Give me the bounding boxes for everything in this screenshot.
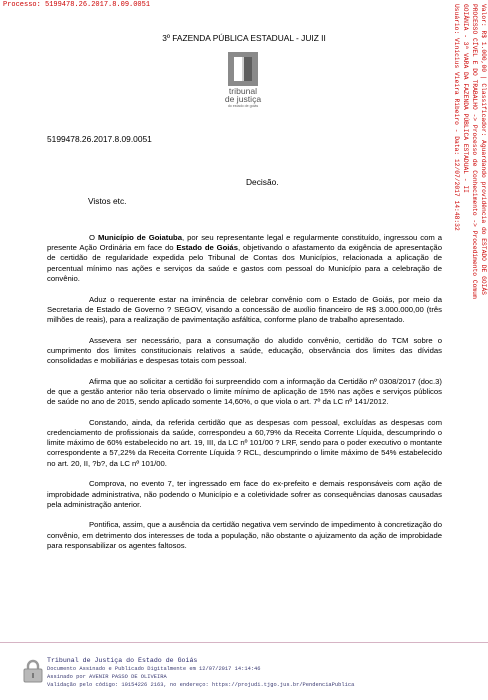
paragraph-5 bbox=[47, 418, 442, 469]
footer-signer: Assinado por AVENIR PASSO DE OLIVEIRA bbox=[47, 674, 167, 680]
logo-line-1: tribunal bbox=[228, 86, 258, 96]
court-title: 3º FAZENDA PÚBLICA ESTADUAL - JUIZ II bbox=[162, 33, 326, 43]
footer-text bbox=[47, 657, 354, 689]
paragraph-5-part-1: Constando, ainda, da referida certidão que as despesas com pessoal, excluídas as despesas com credenciamento de profissionais da saúde, correspondeu a 60,79% da Receita Corrente Líquida, descumprindo o limite máximo de 60% estabelecido no art. 19, III, da LC nº 101/00 ? LRF, sendo para o poder executivo o montante correspondente a 57,22% da Receita Corrente Líquida ? RCL, descumprindo o limite máximo de 54% estabelecido no art. 20, II, ?b?, da LC nº 101/00. bbox=[47, 417, 442, 468]
tribunal-logo-icon bbox=[228, 52, 258, 86]
paragraph-3-part-1: Assevera ser necessário, para a consumação do aludido convênio, certidão do TCM sobre o cumprimento dos limites constitucionais relativos a saúde, educação, observância dos limites das dívidas consolidadas e mobiliárias e despesas totais com pessoal. bbox=[47, 335, 442, 366]
paragraph-1-part-5: , objetivando o afastamento da exigência de apresentação de certidão de regularidade expedida pelo Tribunal de Contas dos Municípios, relacionada a aplicação de percentual mínimo nas ações e serviços da saúde e gastos com pessoal do Município para a celebração de convênio. bbox=[47, 243, 442, 283]
paragraph-6 bbox=[47, 479, 442, 510]
paragraph-2-part-1: Aduz o requerente estar na iminência de celebrar convênio com o Estado de Goiás, por meio da Secretaria de Estado de Governo ? SEGOV, visando a concessão de auxílio financeiro de R$ 3.000.000,00 (três milhões de reais), para a realização de pavimentação asfáltica, conforme plano de trabalho apresentado. bbox=[47, 294, 442, 324]
paragraph-2 bbox=[47, 295, 442, 326]
lock-icon bbox=[22, 659, 44, 683]
side-stamp-line-4: Usuário: Vinicius Vieira Ribeiro - Data: 12/07/2017 14:48:32 bbox=[453, 4, 460, 231]
logo-text bbox=[215, 87, 271, 103]
side-stamp-line-2: PROCESSO CÍVEL E DO TRABALHO -> Processo de Conhecimento -> Procedimento Comum bbox=[471, 4, 478, 299]
paragraph-7-part-1: Pontifica, assim, que a ausência da certidão negativa vem servindo de impedimento à concretização do convênio, em detrimento dos interesses de toda a população, não obstante o ajuizamento da ação de improbidade para responsabilizar os agentes faltosos. bbox=[47, 520, 442, 550]
side-stamp-line-1: Valor: R$ 1.000,00 | Classificador: Aguardando providência do ESTADO DE GOIÁS bbox=[480, 4, 487, 295]
logo-line-2: de justiça bbox=[224, 94, 262, 104]
side-stamp-line-3: GOIÂNIA - 3ª VARA DA FAZENDA PÚBLICA ESTADUAL - II bbox=[462, 4, 469, 193]
paragraph-4-part-1: Afirma que ao solicitar a certidão foi surpreendido com a informação da Certidão nº 0308/2017 (doc.3) de que a gestão anterior não teria observado o limite mínimo de aplicação de 15% nas ações e serviços públicos de saúde no ano de 2015, sendo aplicado somente 14,60%, o que viola o art. 7º da LC nº 141/2012. bbox=[47, 376, 442, 407]
paragraph-1-part-3: , por seu representante legal e regularmente constituído, ingressou com a presente Ação Ordinária em face do bbox=[47, 233, 442, 253]
paragraph-4 bbox=[47, 377, 442, 408]
paragraph-1-part-2: Município de Goiatuba bbox=[97, 233, 183, 242]
paragraph-3 bbox=[47, 336, 442, 367]
tribunal-logo bbox=[215, 52, 271, 122]
decision-title: Decisão. bbox=[246, 177, 279, 187]
footer-court: Tribunal de Justiça do Estado de Goiás bbox=[47, 657, 198, 664]
signature-footer bbox=[0, 652, 488, 700]
decision-body bbox=[47, 233, 442, 562]
side-stamp bbox=[443, 4, 487, 334]
process-number: 5199478.26.2017.8.09.0051 bbox=[47, 134, 152, 144]
footer-validation: Validação pelo código: 10154226 2163, no endereço: https://projudi.tjgo.jus.br/PendenciaPublica bbox=[47, 682, 355, 688]
paragraph-1-part-4: Estado de Goiás bbox=[176, 243, 238, 253]
paragraph-1-part-1: O bbox=[89, 233, 98, 242]
footer-divider bbox=[0, 642, 488, 643]
paragraph-6-part-1: Comprova, no evento 7, ter ingressado em face do ex-prefeito e demais responsáveis com ação de improbidade administrativa, não podendo o Município e a coletividade sofrer as consequências danosas causadas pela administração anterior. bbox=[47, 479, 442, 509]
paragraph-1 bbox=[47, 233, 442, 284]
paragraph-7 bbox=[47, 520, 442, 551]
process-label-top: Processo: 5199478.26.2017.8.09.0051 bbox=[3, 1, 151, 9]
vistos-line: Vistos etc. bbox=[88, 196, 127, 206]
logo-subtitle: do estado de goiás bbox=[227, 104, 259, 108]
footer-signed-date: Documento Assinado e Publicado Digitalmente em 12/07/2017 14:14:46 bbox=[47, 666, 261, 672]
